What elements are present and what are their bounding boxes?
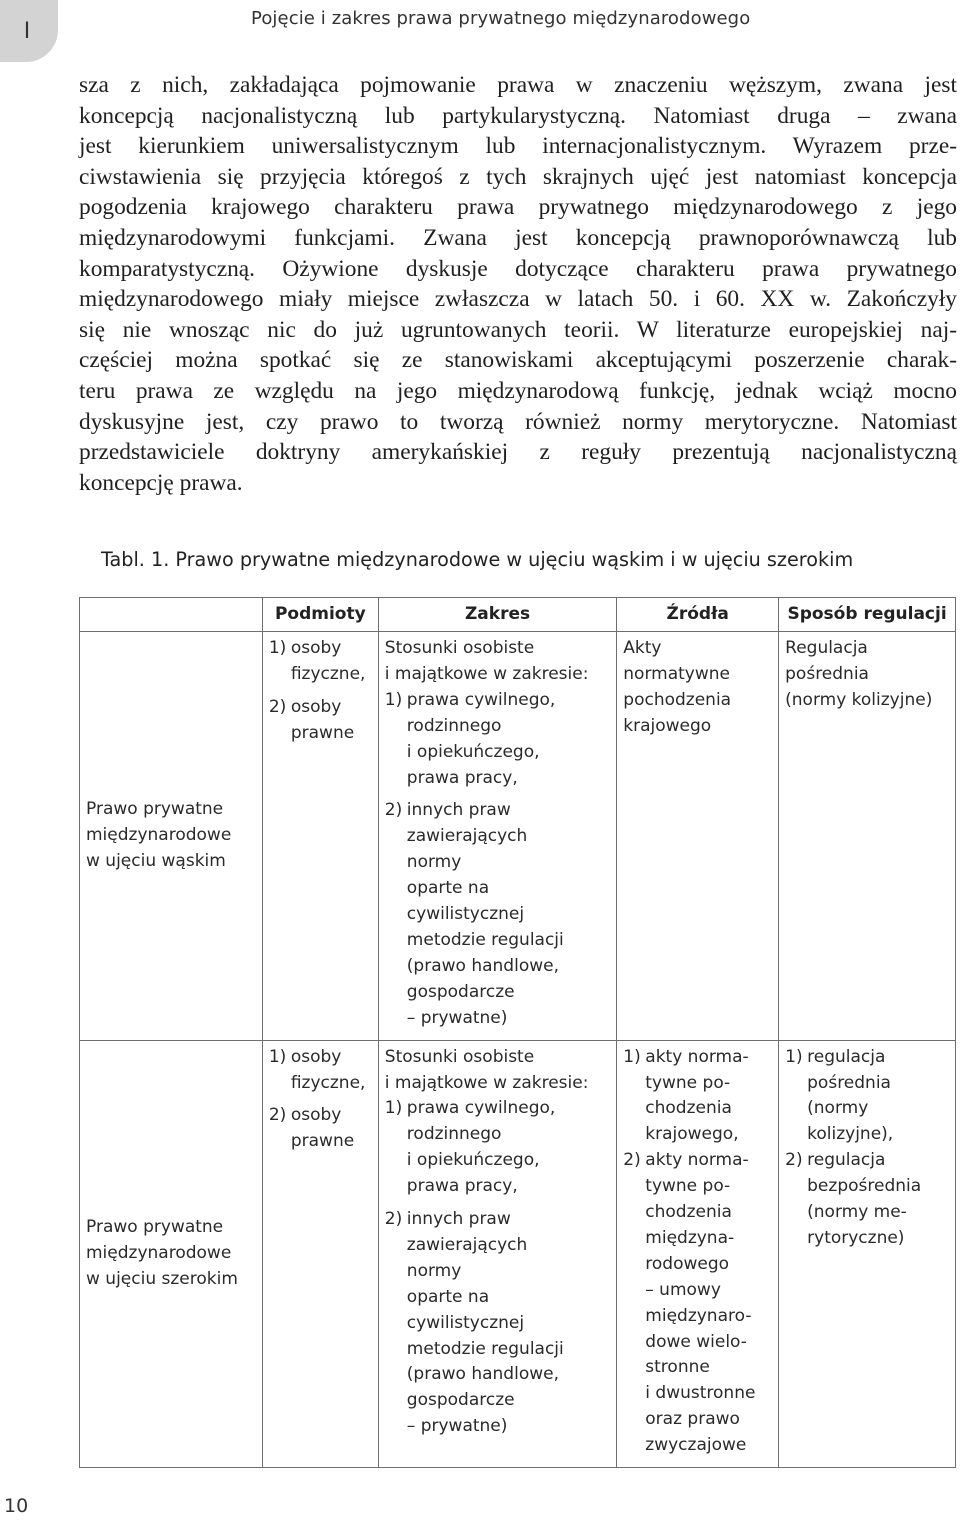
item-number: 1): [268, 638, 287, 658]
numbered-item: [385, 798, 610, 1031]
numbered-item: [785, 1148, 949, 1252]
header-empty: [80, 598, 263, 632]
cell-line: normy: [406, 1260, 462, 1281]
numbered-item: [269, 1103, 372, 1155]
header-podmioty: Podmioty: [262, 598, 378, 632]
item-number: 2): [384, 1209, 403, 1230]
cell-zakres: [378, 1040, 616, 1468]
chapter-number: I: [23, 18, 31, 44]
cell-line: Stosunki osobiste: [384, 638, 535, 658]
cell-line: krajowego,: [645, 1124, 739, 1145]
cell-line: normy: [406, 852, 462, 873]
item-text: [807, 1045, 949, 1149]
item-text: [407, 1207, 610, 1440]
cell-line: i majątkowe w zakresie:: [384, 663, 589, 684]
cell-line: pośrednia: [807, 1072, 891, 1093]
cell-line: w ujęciu wąskim: [86, 850, 226, 871]
cell-line: pośrednia: [785, 663, 869, 684]
cell-line: gospodarcze: [406, 981, 515, 1002]
cell-line: międzyna-: [645, 1227, 735, 1248]
item-text: [291, 636, 372, 688]
item-number: 2): [785, 1150, 803, 1171]
cell-line: (normy: [807, 1098, 869, 1119]
cell-line: prawa pracy,: [406, 767, 518, 788]
cell-line: osoby: [290, 1046, 342, 1067]
cell-line: i opiekuńczego,: [406, 1150, 540, 1171]
cell-line: (normy kolizyjne): [785, 689, 933, 710]
numbered-item: [623, 1045, 772, 1149]
item-text: [291, 1103, 372, 1155]
cell-line: w ujęciu szerokim: [86, 1268, 238, 1289]
body-line: jest kierunkiem uniwersalistycznym lub internacjonalistycznym. Wyrazem prze-: [79, 133, 957, 160]
header-zrodla: Źródła: [617, 598, 779, 632]
cell-line: oparte na: [406, 1286, 490, 1307]
cell-line: chodzenia: [645, 1098, 732, 1119]
body-line: się nie wnosząc nic do już ugruntowanych teorii. W literaturze europejskiej naj-: [79, 316, 957, 343]
numbered-item: [385, 1096, 610, 1200]
item-number: 2): [268, 1105, 287, 1126]
cell-line: metodzie regulacji: [406, 929, 564, 950]
cell-line: i dwustronne: [645, 1383, 756, 1404]
cell-line: akty norma-: [645, 1150, 749, 1171]
cell-line: zwyczajowe: [645, 1435, 747, 1456]
cell-line: regulacja: [807, 1046, 886, 1067]
cell-line: osoby: [290, 638, 342, 658]
cell-line: Prawo prywatne: [86, 1216, 224, 1237]
cell-line: tywne po-: [645, 1176, 731, 1197]
cell-podmioty: [262, 632, 378, 1041]
cell-podmioty: [262, 1040, 378, 1468]
item-text: [407, 688, 610, 792]
cell-line: (prawo handlowe,: [406, 1364, 559, 1385]
cell-line: kolizyjne),: [807, 1124, 894, 1145]
numbered-item: [269, 695, 372, 747]
page-number: 10: [4, 1495, 29, 1517]
numbered-item: [385, 688, 610, 792]
item-text: [645, 1148, 772, 1459]
cell-line: oraz prawo: [645, 1409, 740, 1430]
cell-zrodla: [617, 1040, 779, 1468]
cell-line: oparte na: [406, 878, 490, 899]
cell-line: i majątkowe w zakresie:: [384, 1072, 589, 1093]
body-line: dyskusyjne jest, czy prawo to tworzą również normy merytoryczne. Natomiast: [79, 408, 957, 435]
table-header-row: [80, 598, 956, 632]
cell-line: akty norma-: [645, 1046, 749, 1067]
running-head: Pojęcie i zakres prawa prywatnego międzynarodowego: [251, 8, 751, 29]
cell-line: i opiekuńczego,: [406, 741, 540, 762]
item-text: [407, 798, 610, 1031]
cell-line: cywilistycznej: [406, 1312, 525, 1333]
cell-zrodla: [617, 632, 779, 1041]
item-text: [291, 1045, 372, 1097]
cell-line: fizyczne,: [290, 1072, 366, 1093]
cell-sposob-regulacji: [779, 632, 956, 1041]
item-number: 1): [384, 689, 403, 710]
cell-line: osoby: [290, 1105, 342, 1126]
cell-line: cywilistycznej: [406, 904, 525, 925]
cell-line: prawa cywilnego,: [406, 689, 556, 710]
cell-line: bezpośrednia: [807, 1176, 922, 1197]
header-zakres: Zakres: [378, 598, 616, 632]
body-paragraph: [79, 70, 957, 498]
item-number: 1): [384, 1098, 403, 1119]
item-number: 1): [785, 1046, 803, 1067]
cell-line: osoby: [290, 696, 342, 717]
item-number: 2): [623, 1150, 641, 1171]
cell-line: międzynaro-: [645, 1305, 752, 1326]
numbered-item: [785, 1045, 949, 1149]
table-caption: Tabl. 1. Prawo prywatne międzynarodowe w ujęciu wąskim i w ujęciu szerokim: [101, 548, 854, 571]
body-line: sza z nich, zakładająca pojmowanie prawa w znaczeniu węższym, zwana jest: [79, 72, 957, 98]
cell-line: fizyczne,: [290, 663, 366, 684]
cell-line: (normy me-: [807, 1202, 907, 1223]
body-line: częściej można spotkać się ze stanowiskami akceptującymi poszerzenie charak-: [79, 347, 957, 374]
body-line: pogodzenia krajowego charakteru prawa prywatnego międzynarodowego z jego: [79, 194, 957, 221]
body-line: koncepcją nacjonalistyczną lub partykularystyczną. Natomiast druga – zwana: [79, 102, 957, 129]
item-number: 1): [268, 1046, 287, 1067]
item-number: 1): [623, 1046, 641, 1067]
numbered-item: [385, 1207, 610, 1440]
cell-line: chodzenia: [645, 1202, 732, 1223]
item-text: [407, 1096, 610, 1200]
chapter-badge: [0, 0, 58, 62]
cell-line: dowe wielo-: [645, 1331, 747, 1352]
cell-sposob-regulacji: [779, 1040, 956, 1468]
numbered-item: [623, 1148, 772, 1459]
item-number: 2): [384, 800, 403, 821]
cell-line: – prywatne): [406, 1007, 508, 1028]
cell-line: rodowego: [645, 1253, 730, 1274]
item-text: [291, 695, 372, 747]
cell-line: Stosunki osobiste: [384, 1046, 535, 1067]
table-row: [80, 632, 956, 1041]
body-line: międzynarodowego miały miejsce zwłaszcza w latach 50. i 60. XX w. Zakończyły: [79, 286, 957, 313]
body-line: ciwstawienia się przyjęcia któregoś z tych skrajnych ujęć jest natomiast koncepcja: [79, 163, 957, 190]
numbered-item: [269, 1045, 372, 1097]
cell-line: tywne po-: [645, 1072, 731, 1093]
cell-line: innych praw: [406, 800, 511, 821]
cell-line: międzynarodowe: [86, 1242, 232, 1263]
cell-line: regulacja: [807, 1150, 886, 1171]
cell-line: normatywne: [623, 663, 730, 684]
body-line: koncepcję prawa.: [79, 469, 243, 496]
table-row: [80, 1040, 956, 1468]
cell-line: zawierających: [406, 826, 528, 847]
cell-line: – prywatne): [406, 1416, 508, 1437]
cell-line: gospodarcze: [406, 1390, 515, 1411]
cell-line: rodzinnego: [406, 1124, 502, 1145]
row-label: [80, 632, 263, 1041]
cell-line: rytoryczne): [807, 1227, 905, 1248]
cell-line: międzynarodowe: [86, 824, 232, 845]
body-line: międzynarodowymi funkcjami. Zwana jest koncepcją prawnoporównawczą lub: [79, 224, 957, 251]
item-text: [807, 1148, 949, 1252]
cell-line: innych praw: [406, 1209, 511, 1230]
body-line: teru prawa ze względu na jego międzynarodową funkcję, jednak wciąż mocno: [79, 377, 957, 404]
cell-line: prawa cywilnego,: [406, 1098, 556, 1119]
cell-line: Akty: [623, 638, 662, 658]
cell-line: pochodzenia: [623, 689, 732, 710]
numbered-item: [269, 636, 372, 688]
body-line: komparatystyczną. Ożywione dyskusje dotyczące charakteru prawa prywatnego: [79, 255, 957, 282]
cell-line: (prawo handlowe,: [406, 955, 559, 976]
cell-line: prawne: [290, 1131, 355, 1152]
cell-line: stronne: [645, 1357, 710, 1378]
comparison-table: [79, 597, 956, 1468]
cell-line: rodzinnego: [406, 715, 502, 736]
cell-line: metodzie regulacji: [406, 1338, 564, 1359]
cell-line: – umowy: [645, 1279, 721, 1300]
cell-line: zawierających: [406, 1234, 528, 1255]
row-label: [80, 1040, 263, 1468]
cell-line: Prawo prywatne: [86, 798, 224, 819]
cell-line: prawa pracy,: [406, 1176, 518, 1197]
cell-line: krajowego: [623, 715, 712, 736]
item-number: 2): [268, 696, 287, 717]
header-sposob-regulacji: Sposób regulacji: [779, 598, 956, 632]
cell-line: prawne: [290, 722, 355, 743]
body-line: przedstawiciele doktryny amerykańskiej z reguły prezentują nacjonalistyczną: [79, 439, 957, 466]
item-text: [645, 1045, 772, 1149]
cell-line: Regulacja: [785, 638, 868, 658]
cell-zakres: [378, 632, 616, 1041]
